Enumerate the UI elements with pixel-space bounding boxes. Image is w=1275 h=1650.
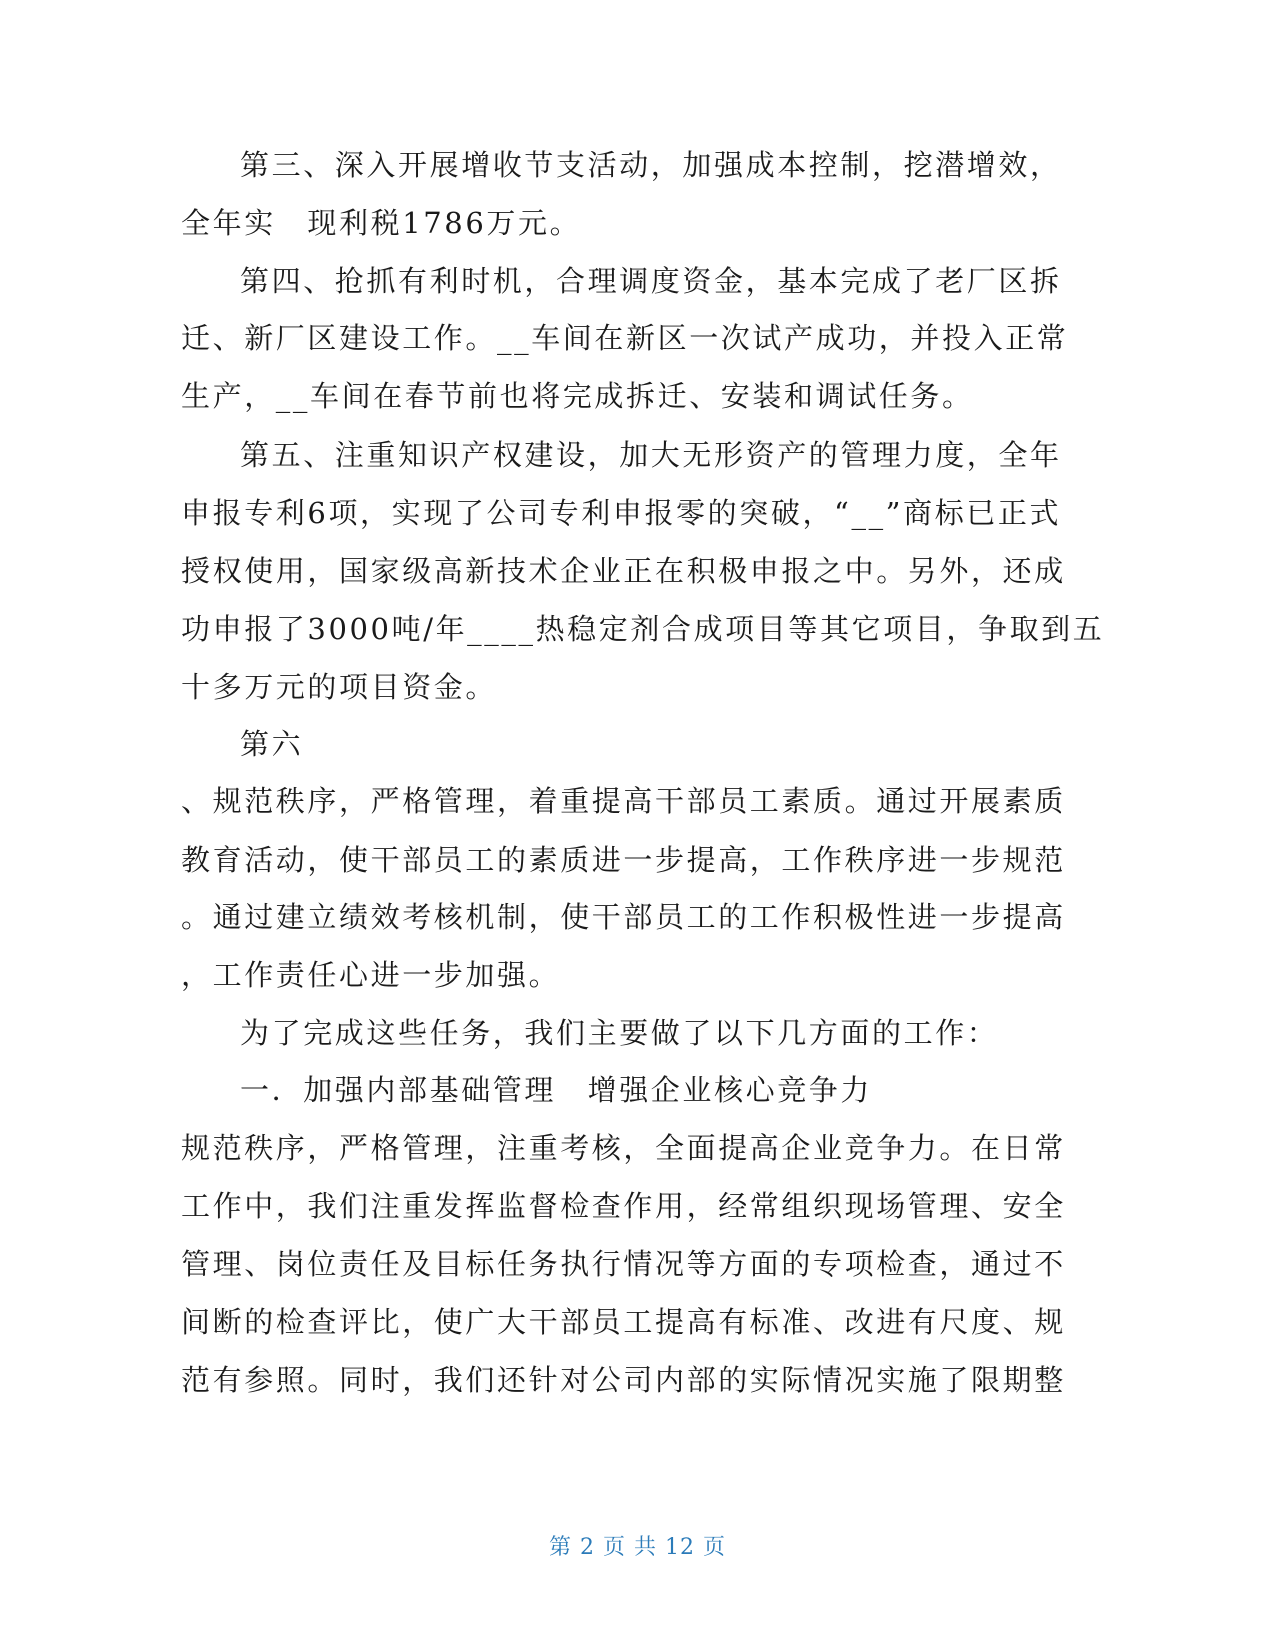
paragraph-line: 间断的检查评比，使广大干部员工提高有标准、改进有尺度、规 bbox=[181, 1305, 1066, 1339]
paragraph-line: 第五、注重知识产权建设，加大无形资产的管理力度，全年 bbox=[240, 438, 1062, 472]
paragraph-line: 工作中，我们注重发挥监督检查作用，经常组织现场管理、安全 bbox=[181, 1189, 1066, 1223]
section-heading: 一．加强内部基础管理 增强企业核心竞争力 bbox=[240, 1073, 873, 1107]
paragraph-line: 教育活动，使干部员工的素质进一步提高，工作秩序进一步规范 bbox=[181, 843, 1066, 877]
paragraph-line: 全年实 现利税1786万元。 bbox=[181, 206, 582, 240]
paragraph-line: 授权使用，国家级高新技术企业正在积极申报之中。另外，还成 bbox=[181, 554, 1066, 588]
page-number-footer: 第 2 页 共 12 页 bbox=[549, 1535, 726, 1560]
paragraph-line: 功申报了3000吨/年____热稳定剂合成项目等其它项目，争取到五 bbox=[181, 612, 1105, 646]
paragraph-line: 迁、新厂区建设工作。__车间在新区一次试产成功，并投入正常 bbox=[181, 321, 1069, 355]
paragraph-line: 第三、深入开展增收节支活动，加强成本控制，挖潜增效， bbox=[240, 148, 1062, 182]
paragraph-line: 第四、抢抓有利时机，合理调度资金，基本完成了老厂区拆 bbox=[240, 264, 1062, 298]
paragraph-line: 规范秩序，严格管理，注重考核，全面提高企业竞争力。在日常 bbox=[181, 1131, 1066, 1165]
paragraph-line: 、规范秩序，严格管理，着重提高干部员工素质。通过开展素质 bbox=[181, 784, 1066, 818]
paragraph-line: 。通过建立绩效考核机制，使干部员工的工作积极性进一步提高 bbox=[181, 900, 1066, 934]
paragraph-line: ，工作责任心进一步加强。 bbox=[181, 958, 561, 992]
paragraph-line: 生产，__车间在春节前也将完成拆迁、安装和调试任务。 bbox=[181, 379, 974, 413]
paragraph-line: 管理、岗位责任及目标任务执行情况等方面的专项检查，通过不 bbox=[181, 1247, 1066, 1281]
paragraph-line: 十多万元的项目资金。 bbox=[181, 670, 498, 704]
paragraph-line: 为了完成这些任务，我们主要做了以下几方面的工作： bbox=[240, 1016, 999, 1050]
paragraph-line: 范有参照。同时，我们还针对公司内部的实际情况实施了限期整 bbox=[181, 1363, 1066, 1397]
paragraph-line: 申报专利6项，实现了公司专利申报零的突破，“__”商标已正式 bbox=[181, 496, 1062, 530]
paragraph-line: 第六 bbox=[240, 727, 304, 761]
